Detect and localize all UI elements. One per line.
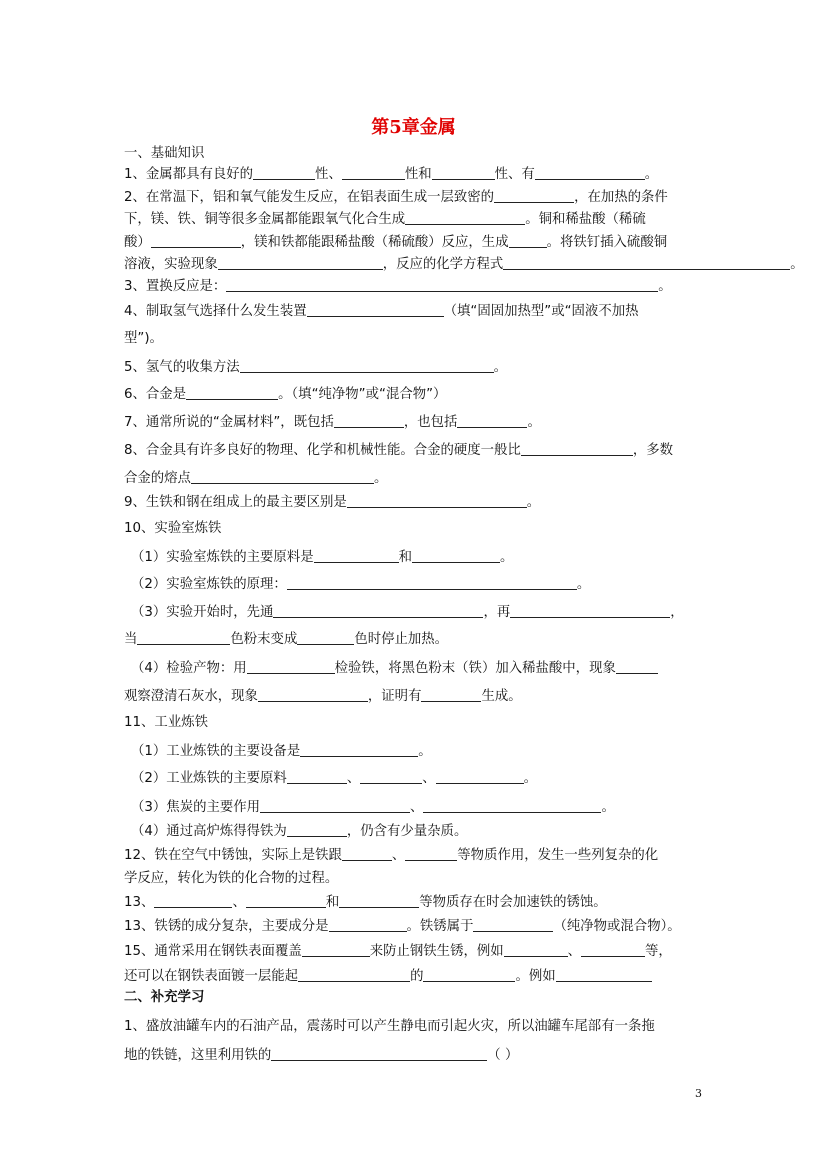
- blank-field[interactable]: [473, 917, 553, 932]
- text-segment: 、: [232, 895, 246, 910]
- text-line: [124, 942, 672, 961]
- text-segment: 13、铁锈的成分复杂，主要成分是: [124, 919, 329, 934]
- text-segment: （1）工业炼铁的主要设备是: [131, 744, 301, 759]
- text-segment: 3、置换反应是：: [124, 279, 227, 294]
- blank-field[interactable]: [360, 769, 422, 784]
- text-segment: 。: [644, 167, 659, 182]
- text-segment: 11、工业炼铁: [124, 715, 208, 730]
- text-segment: ，在加热的条件: [574, 190, 668, 205]
- text-segment: 型”)。: [124, 331, 163, 346]
- text-segment: 性、: [315, 167, 342, 182]
- text-line: [124, 520, 221, 538]
- text-line: [131, 742, 432, 761]
- text-segment: 7、通常所说的“金属材料”，既包括: [124, 415, 334, 430]
- blank-field[interactable]: [287, 822, 347, 837]
- blank-field[interactable]: [302, 942, 370, 957]
- text-line: [131, 603, 684, 622]
- text-line: [124, 1046, 518, 1065]
- text-segment: 等物质作用，发生一些列复杂的化: [457, 848, 659, 863]
- blank-field[interactable]: [436, 769, 524, 784]
- text-segment: （3）实验开始时，先通: [131, 605, 274, 620]
- blank-field[interactable]: [300, 742, 418, 757]
- blank-field[interactable]: [226, 277, 658, 292]
- text-segment: 4、制取氢气选择什么发生装置: [124, 304, 307, 319]
- text-segment: 和: [325, 895, 340, 910]
- text-line: [124, 210, 646, 229]
- text-segment: 下，镁、铁、铜等很多金属都能跟氧气化合生成: [124, 212, 406, 227]
- blank-field[interactable]: [253, 165, 315, 180]
- text-segment: 等物质存在时会加速铁的锈蚀。: [419, 895, 607, 910]
- text-segment: （填“固固加热型”或“固液不加热: [443, 304, 639, 319]
- text-segment: 。将铁钉插入硫酸铜: [546, 235, 668, 250]
- blank-field[interactable]: [339, 893, 419, 908]
- blank-field[interactable]: [457, 413, 527, 428]
- page-number: 3: [695, 1087, 702, 1100]
- text-segment: 溶液，实验现象: [124, 257, 218, 272]
- text-segment: 一、基础知识: [124, 146, 205, 161]
- blank-field[interactable]: [307, 302, 444, 317]
- text-segment: 。: [658, 279, 672, 294]
- text-segment: （2）实验室炼铁的原理：: [131, 577, 287, 592]
- text-segment: 来防止钢铁生锈，例如: [369, 944, 504, 959]
- blank-field[interactable]: [218, 255, 383, 270]
- text-segment: （4）检验产物：用: [131, 661, 247, 676]
- blank-field[interactable]: [535, 165, 645, 180]
- text-segment: ，仍含有少量杂质。: [346, 824, 468, 839]
- text-segment: 色粉末变成: [230, 632, 298, 647]
- text-segment: 15、通常采用在钢铁表面覆盖: [124, 944, 302, 959]
- text-line: [124, 233, 667, 252]
- text-segment: 、: [410, 800, 424, 815]
- text-segment: ，多数: [632, 443, 674, 458]
- text-line: [124, 846, 658, 865]
- text-segment: 。: [418, 744, 432, 759]
- text-segment: 。: [576, 577, 591, 592]
- blank-field[interactable]: [510, 603, 670, 618]
- blank-field[interactable]: [432, 165, 495, 180]
- text-line: [131, 769, 537, 788]
- blank-field[interactable]: [298, 967, 410, 982]
- text-line: [131, 575, 590, 594]
- text-segment: ，证明有: [367, 689, 422, 704]
- blank-field[interactable]: [191, 469, 374, 484]
- text-line: [124, 188, 668, 207]
- text-line: [124, 493, 540, 512]
- blank-field[interactable]: [287, 575, 577, 590]
- text-segment: 。铜和稀盐酸（稀硫: [525, 212, 646, 227]
- text-segment: 、: [391, 848, 406, 863]
- text-segment: 。: [527, 415, 541, 430]
- text-segment: 9、生铁和钢在组成上的最主要区别是: [124, 495, 347, 510]
- text-segment: 8、合金具有许多良好的物理、化学和机械性能。合金的硬度一般比: [124, 443, 521, 458]
- text-segment: 。: [500, 550, 514, 565]
- blank-field[interactable]: [247, 659, 335, 674]
- text-segment: 性、有: [494, 167, 535, 182]
- text-segment: ，也包括: [403, 415, 458, 430]
- blank-field[interactable]: [137, 630, 230, 645]
- text-line: [124, 358, 507, 377]
- blank-field[interactable]: [405, 210, 525, 225]
- text-segment: 性和: [404, 167, 432, 182]
- blank-field[interactable]: [503, 255, 790, 270]
- text-segment: 。: [601, 800, 615, 815]
- blank-field[interactable]: [423, 798, 601, 813]
- text-segment: 色时停止加热。: [354, 632, 449, 647]
- blank-field[interactable]: [342, 165, 405, 180]
- blank-field[interactable]: [405, 846, 457, 861]
- text-segment: 等，: [645, 944, 672, 959]
- text-segment: ，再: [483, 605, 511, 620]
- text-line: [124, 413, 541, 432]
- text-line: [124, 145, 204, 163]
- text-segment: （ ）: [487, 1048, 519, 1063]
- text-line: [124, 989, 204, 1007]
- text-segment: 生成。: [481, 689, 522, 704]
- blank-field[interactable]: [246, 893, 326, 908]
- blank-field[interactable]: [314, 548, 399, 563]
- text-segment: 10、实验室炼铁: [124, 521, 222, 536]
- text-segment: ，镁和铁都能跟稀盐酸（稀硫酸）反应，生成: [240, 235, 509, 250]
- blank-field[interactable]: [616, 659, 658, 674]
- text-segment: （1）实验室炼铁的主要原料是: [131, 550, 314, 565]
- text-segment: 还可以在钢铁表面镀一层能起: [124, 969, 299, 984]
- blank-field[interactable]: [329, 917, 407, 932]
- text-line: [124, 917, 681, 936]
- text-line: [124, 687, 522, 706]
- blank-field[interactable]: [581, 942, 645, 957]
- text-segment: 。: [790, 257, 804, 272]
- text-line: [124, 714, 208, 732]
- blank-field[interactable]: [297, 630, 354, 645]
- text-line: [124, 469, 387, 488]
- blank-field[interactable]: [423, 967, 515, 982]
- text-segment: 、: [422, 771, 436, 786]
- text-line: [124, 893, 607, 912]
- text-line: [131, 822, 467, 841]
- text-line: [124, 255, 804, 274]
- text-segment: （纯净物或混合物）。: [553, 919, 681, 934]
- text-segment: 。: [373, 471, 388, 486]
- text-segment: 、: [346, 771, 361, 786]
- text-segment: （3）焦炭的主要作用: [131, 800, 261, 815]
- text-segment: 。: [526, 495, 541, 510]
- text-segment: 检验铁，将黑色粉末（铁）加入稀盐酸中，现象: [334, 661, 616, 676]
- chapter-title: 第5章金属: [371, 117, 456, 138]
- blank-field[interactable]: [421, 687, 481, 702]
- text-segment: ，: [670, 605, 684, 620]
- text-segment: 。例如: [515, 969, 556, 984]
- blank-field[interactable]: [412, 548, 500, 563]
- text-segment: 13、: [124, 895, 155, 910]
- blank-field[interactable]: [260, 798, 410, 813]
- blank-field[interactable]: [287, 769, 347, 784]
- blank-field[interactable]: [521, 441, 633, 456]
- text-segment: 合金的熔点: [124, 471, 191, 486]
- blank-field[interactable]: [347, 493, 527, 508]
- text-segment: 地的铁链，这里利用铁的: [124, 1048, 272, 1063]
- blank-field[interactable]: [154, 893, 232, 908]
- text-line: [124, 385, 446, 404]
- text-line: [131, 798, 615, 817]
- text-segment: 。: [523, 771, 537, 786]
- text-segment: 。（填“纯净物”或“混合物”）: [278, 387, 447, 402]
- text-segment: 、: [567, 944, 582, 959]
- text-line: [124, 330, 163, 348]
- text-line: [124, 277, 672, 296]
- blank-field[interactable]: [240, 358, 494, 373]
- text-segment: 学反应，转化为铁的化合物的过程。: [124, 871, 339, 886]
- text-segment: 。铁锈属于: [406, 919, 474, 934]
- text-line: [131, 548, 513, 567]
- text-line: [124, 967, 652, 986]
- text-line: [124, 870, 338, 888]
- text-segment: 12、铁在空气中锈蚀，实际上是铁跟: [124, 848, 342, 863]
- text-line: [124, 302, 639, 321]
- text-segment: 。: [493, 360, 508, 375]
- text-segment: 5、氢气的收集方法: [124, 360, 240, 375]
- text-line: [131, 659, 658, 678]
- blank-field[interactable]: [342, 846, 392, 861]
- blank-field[interactable]: [271, 1046, 487, 1061]
- text-segment: 2、在常温下，铝和氧气能发生反应，在铝表面生成一层致密的: [124, 190, 495, 205]
- text-segment: 当: [124, 632, 138, 647]
- text-segment: 酸）: [124, 235, 151, 250]
- text-line: [124, 1018, 655, 1036]
- blank-field[interactable]: [494, 188, 574, 203]
- text-segment: 6、合金是: [124, 387, 187, 402]
- blank-field[interactable]: [556, 967, 652, 982]
- text-line: [124, 165, 658, 184]
- text-segment: 1、盛放油罐车内的石油产品，震荡时可以产生静电而引起火灾，所以油罐车尾部有一条拖: [124, 1019, 655, 1034]
- text-segment: （4）通过高炉炼得得铁为: [131, 824, 287, 839]
- blank-field[interactable]: [334, 413, 404, 428]
- blank-field[interactable]: [258, 687, 368, 702]
- text-segment: 和: [398, 550, 412, 565]
- blank-field[interactable]: [186, 385, 278, 400]
- text-segment: ，反应的化学方程式: [382, 257, 504, 272]
- blank-field[interactable]: [273, 603, 483, 618]
- blank-field[interactable]: [151, 233, 241, 248]
- text-segment: 观察澄清石灰水，现象: [124, 689, 258, 704]
- blank-field[interactable]: [509, 233, 547, 248]
- blank-field[interactable]: [504, 942, 568, 957]
- text-segment: （2）工业炼铁的主要原料: [131, 771, 287, 786]
- text-line: [124, 630, 448, 649]
- text-segment: 1、金属都具有良好的: [124, 167, 254, 182]
- text-segment: 的: [410, 969, 424, 984]
- text-segment: 二、补充学习: [124, 990, 205, 1005]
- text-line: [124, 441, 673, 460]
